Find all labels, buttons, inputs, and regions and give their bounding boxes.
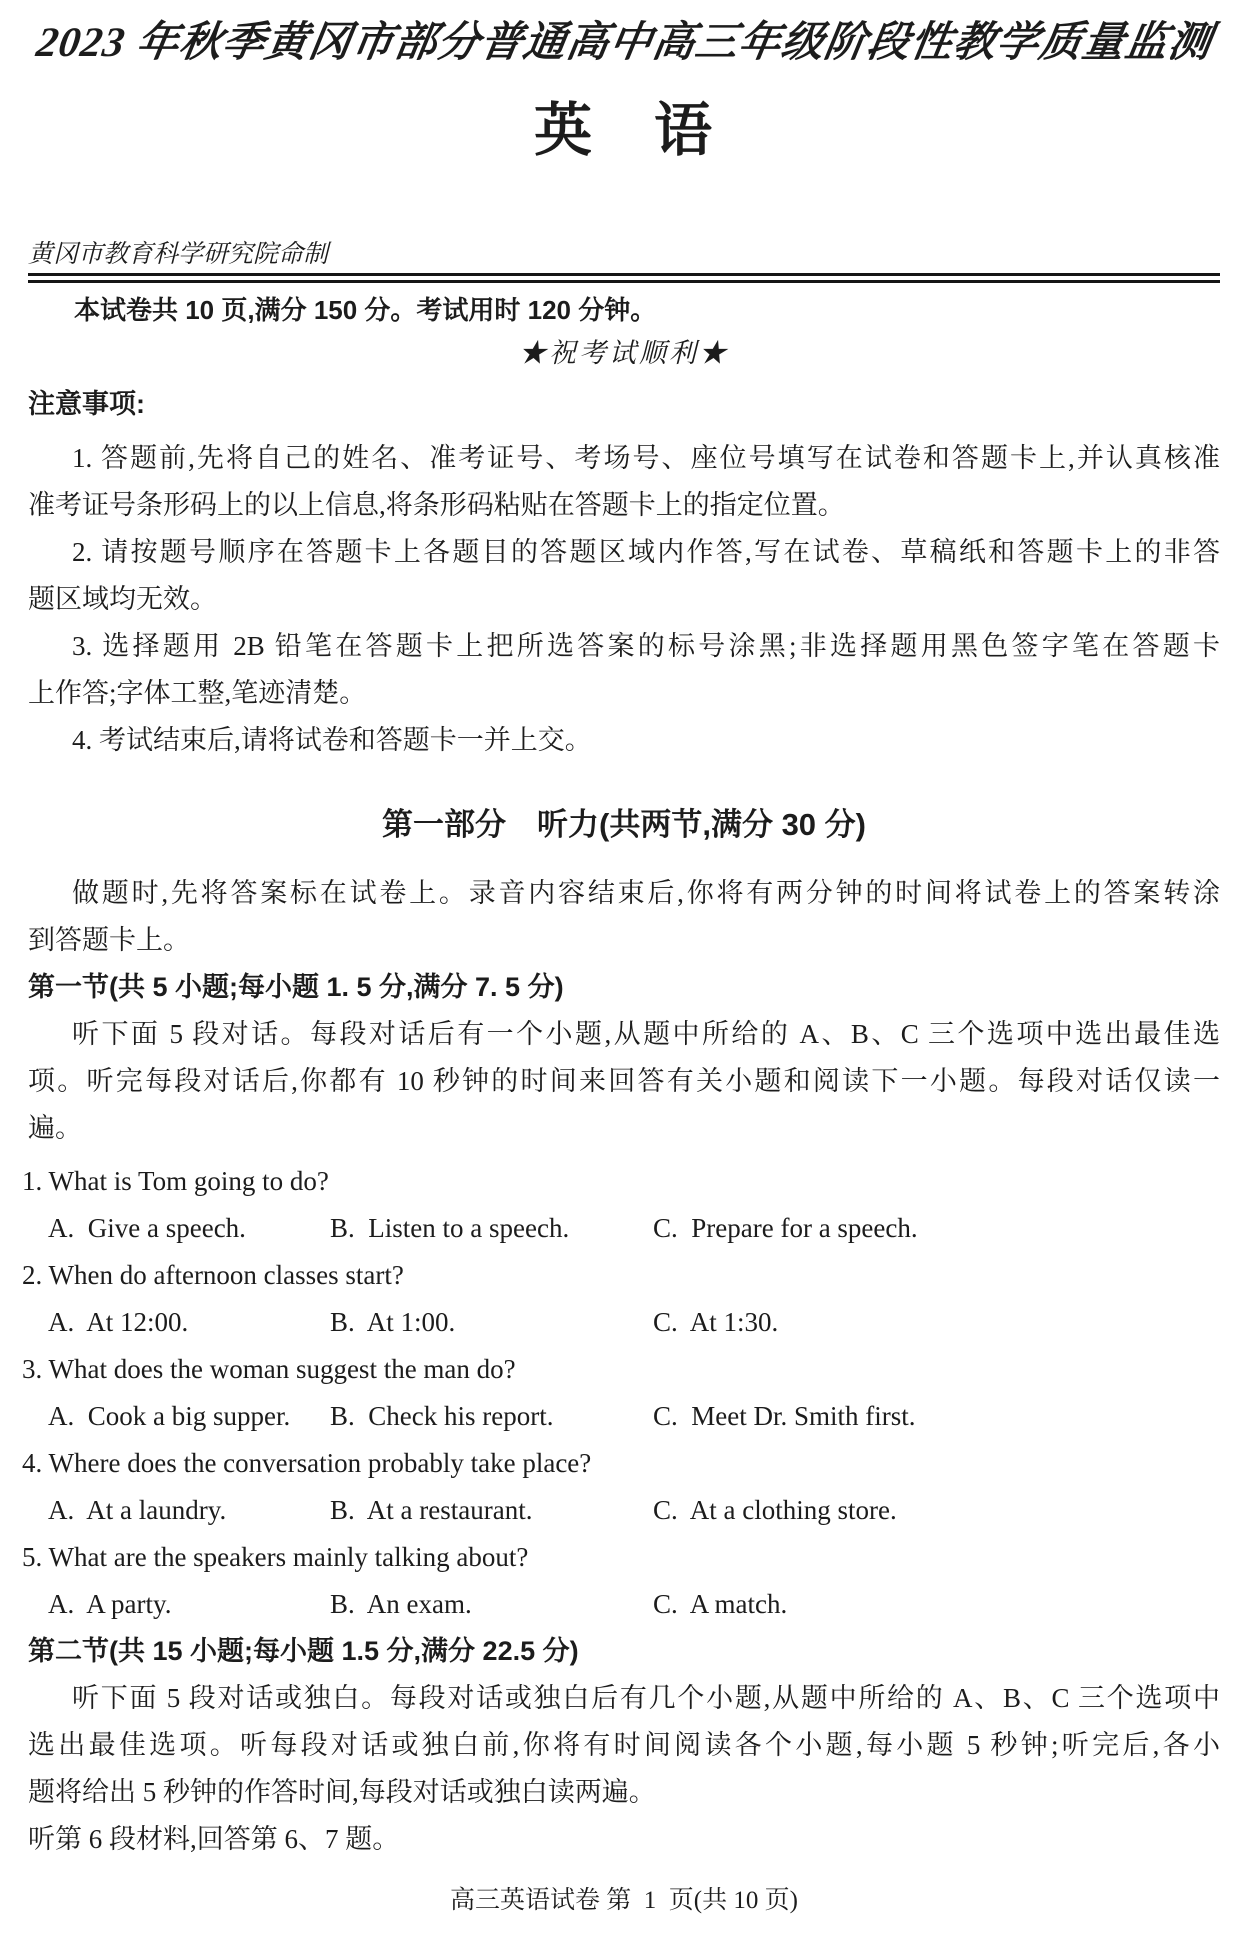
exam-title bbox=[28, 16, 1220, 70]
part1-heading: 第一部分 听力(共两节,满分 30 分) bbox=[382, 807, 866, 842]
section1-instruction-line: 项。听完每段对话后,你都有 10 秒钟的时间来回答有关小题和阅读下一小题。每段对话仅读一 bbox=[28, 1066, 1220, 1096]
double-divider-rule bbox=[28, 273, 1220, 283]
options-row bbox=[22, 1205, 1220, 1252]
option-a: A. At a laundry. bbox=[48, 1495, 227, 1525]
option-b: B. Listen to a speech. bbox=[330, 1213, 570, 1243]
good-luck-line: ★祝考试顺利★ bbox=[519, 338, 729, 368]
question-item bbox=[22, 1440, 1220, 1534]
notice-item bbox=[28, 717, 1220, 764]
question-list bbox=[22, 1158, 1220, 1628]
listening-note-line: 到答题卡上。 bbox=[28, 925, 190, 955]
exam-paper-page bbox=[0, 16, 1248, 1960]
notice-item-line: 1. 答题前,先将自己的姓名、准考证号、考场号、座位号填写在试卷和答题卡上,并认真核准 bbox=[72, 443, 1220, 473]
notice-item-line: 2. 请按题号顺序在答题卡上各题目的答题区域内作答,写在试卷、草稿纸和答题卡上的非答 bbox=[72, 537, 1220, 567]
notice-items bbox=[28, 435, 1220, 764]
question-item bbox=[22, 1346, 1220, 1440]
section1-instruction-line: 听下面 5 段对话。每段对话后有一个小题,从题中所给的 A、B、C 三个选项中选出最佳选 bbox=[72, 1019, 1220, 1049]
page-footer: 高三英语试卷 第 1 页(共 10 页) bbox=[450, 1887, 798, 1914]
notice-item-line: 上作答;字体工整,笔迹清楚。 bbox=[28, 678, 367, 708]
exam-title-text: 2023 年秋季黄冈市部分普通高中高三年级阶段性教学质量监测 bbox=[33, 20, 1215, 66]
page-content bbox=[0, 16, 1248, 1916]
question-item bbox=[22, 1252, 1220, 1346]
section2-heading: 第二节(共 15 小题;每小题 1.5 分,满分 22.5 分) bbox=[28, 1636, 579, 1666]
option-b: B. An exam. bbox=[330, 1589, 472, 1619]
section2-instruction-line: 选出最佳选项。听每段对话或独白前,你将有时间阅读各个小题,每小题 5 秒钟;听完后,各小 bbox=[28, 1730, 1220, 1760]
option-b: B. Check his report. bbox=[330, 1401, 554, 1431]
option-c: C. A match. bbox=[653, 1589, 788, 1619]
subject-title: 英 语 bbox=[533, 98, 714, 163]
issuer-line: 黄冈市教育科学研究院命制 bbox=[28, 241, 329, 268]
notice-item-line: 4. 考试结束后,请将试卷和答题卡一并上交。 bbox=[72, 725, 592, 755]
option-c: C. Meet Dr. Smith first. bbox=[653, 1401, 916, 1431]
section1-instruction-line: 遍。 bbox=[28, 1113, 82, 1143]
question-text: 2. When do afternoon classes start? bbox=[22, 1260, 404, 1290]
notice-heading: 注意事项: bbox=[28, 389, 145, 419]
question-item bbox=[22, 1158, 1220, 1252]
material-note: 听第 6 段材料,回答第 6、7 题。 bbox=[28, 1824, 400, 1854]
option-a: A. A party. bbox=[48, 1589, 172, 1619]
option-a: A. At 12:00. bbox=[48, 1307, 189, 1337]
options-row bbox=[22, 1487, 1220, 1534]
notice-item-line: 题区域均无效。 bbox=[28, 584, 217, 614]
option-a: A. Cook a big supper. bbox=[48, 1401, 291, 1431]
notice-item-line: 准考证号条形码上的以上信息,将条形码粘贴在答题卡上的指定位置。 bbox=[28, 490, 845, 520]
section1-heading: 第一节(共 5 小题;每小题 1. 5 分,满分 7. 5 分) bbox=[28, 972, 564, 1002]
option-a: A. Give a speech. bbox=[48, 1213, 246, 1243]
option-b: B. At 1:00. bbox=[330, 1307, 456, 1337]
listening-note-line: 做题时,先将答案标在试卷上。录音内容结束后,你将有两分钟的时间将试卷上的答案转涂 bbox=[72, 878, 1220, 908]
section2-instruction-line: 题将给出 5 秒钟的作答时间,每段对话或独白读两遍。 bbox=[28, 1777, 656, 1807]
option-c: C. Prepare for a speech. bbox=[653, 1213, 918, 1243]
section1-instructions bbox=[28, 1011, 1220, 1152]
question-item bbox=[22, 1534, 1220, 1628]
option-c: C. At 1:30. bbox=[653, 1307, 779, 1337]
question-text: 1. What is Tom going to do? bbox=[22, 1166, 329, 1196]
section2-instructions bbox=[28, 1675, 1220, 1816]
section2-instruction-line: 听下面 5 段对话或独白。每段对话或独白后有几个小题,从题中所给的 A、B、C 三个选项中 bbox=[72, 1683, 1220, 1713]
options-row bbox=[22, 1581, 1220, 1628]
options-row bbox=[22, 1393, 1220, 1440]
notice-item bbox=[28, 435, 1220, 529]
paper-info: 本试卷共 10 页,满分 150 分。考试用时 120 分钟。 bbox=[74, 295, 657, 325]
question-text: 5. What are the speakers mainly talking about? bbox=[22, 1542, 529, 1572]
options-row bbox=[22, 1299, 1220, 1346]
notice-item bbox=[28, 623, 1220, 717]
listening-note bbox=[28, 870, 1220, 964]
notice-item-line: 3. 选择题用 2B 铅笔在答题卡上把所选答案的标号涂黑;非选择题用黑色签字笔在答题卡 bbox=[72, 631, 1220, 661]
question-text: 4. Where does the conversation probably take place? bbox=[22, 1448, 592, 1478]
option-c: C. At a clothing store. bbox=[653, 1495, 897, 1525]
question-text: 3. What does the woman suggest the man do? bbox=[22, 1354, 516, 1384]
option-b: B. At a restaurant. bbox=[330, 1495, 533, 1525]
notice-item bbox=[28, 529, 1220, 623]
